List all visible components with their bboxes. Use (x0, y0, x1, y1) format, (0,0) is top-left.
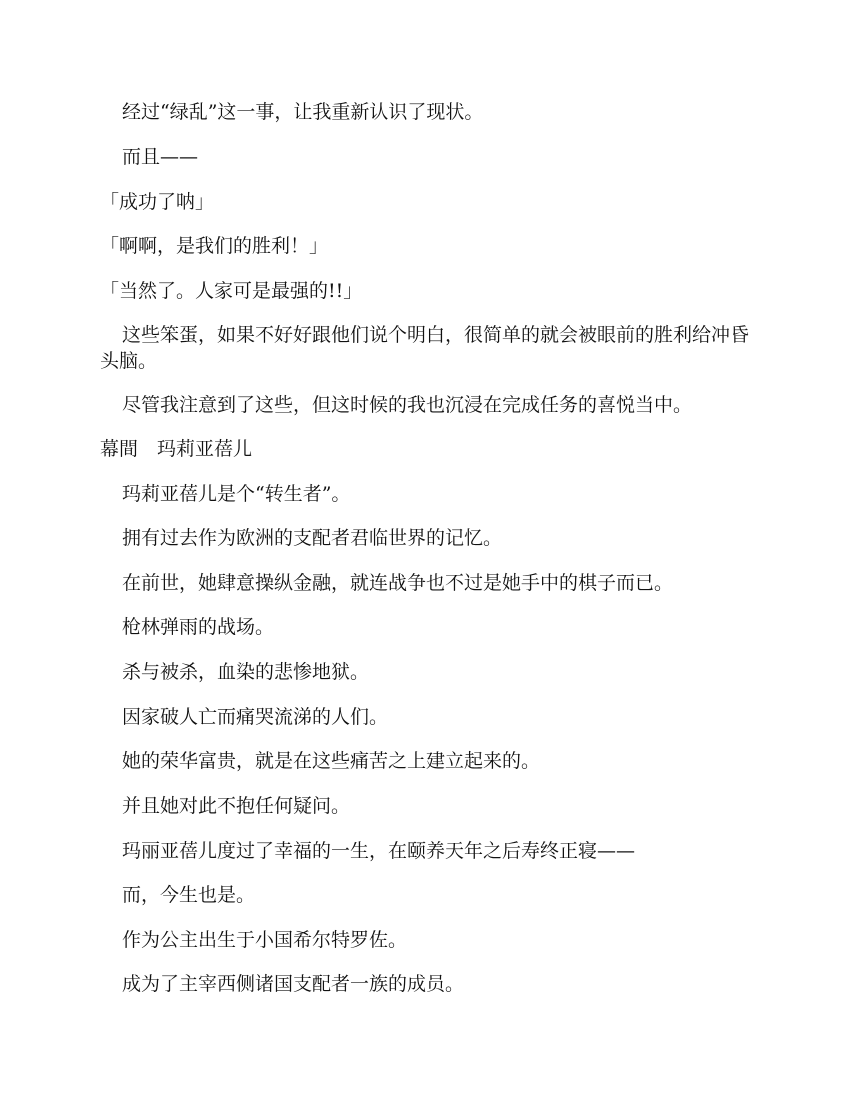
paragraph: 拥有过去作为欧洲的支配者君临世界的记忆。 (122, 527, 503, 549)
paragraph: 经过“绿乱”这一事，让我重新认识了现状。 (122, 101, 484, 123)
dialogue-line: 「成功了呐」 (100, 191, 215, 213)
paragraph: 这些笨蛋，如果不好好跟他们说个明白，很简单的就会被眼前的胜利给冲昏头脑。 (100, 324, 750, 372)
dialogue-line: 「啊啊，是我们的胜利！」 (100, 235, 329, 257)
paragraph: 并且她对此不抱任何疑问。 (122, 795, 351, 817)
paragraph: 在前世，她肆意操纵金融，就连战争也不过是她手中的棋子而已。 (122, 572, 674, 594)
dialogue-line: 「当然了。人家可是最强的!!」 (100, 280, 363, 302)
paragraph: 因家破人亡而痛哭流涕的人们。 (122, 706, 389, 728)
paragraph: 她的荣华富贵，就是在这些痛苦之上建立起来的。 (122, 750, 541, 772)
paragraph: 成为了主宰西侧诸国支配者一族的成员。 (122, 973, 465, 995)
section-heading: 幕間 玛莉亚蓓儿 (100, 438, 253, 460)
paragraph: 尽管我注意到了这些，但这时候的我也沉浸在完成任务的喜悦当中。 (122, 394, 693, 416)
paragraph: 玛莉亚蓓儿是个“转生者”。 (122, 483, 351, 505)
paragraph: 玛丽亚蓓儿度过了幸福的一生，在颐养天年之后寿终正寝—— (122, 840, 636, 862)
paragraph: 枪林弹雨的战场。 (122, 616, 275, 638)
paragraph: 作为公主出生于小国希尔特罗佐。 (122, 929, 408, 951)
paragraph: 而，今生也是。 (122, 884, 256, 906)
paragraph: 而且—— (122, 146, 199, 168)
paragraph: 杀与被杀，血染的悲惨地狱。 (122, 661, 370, 683)
